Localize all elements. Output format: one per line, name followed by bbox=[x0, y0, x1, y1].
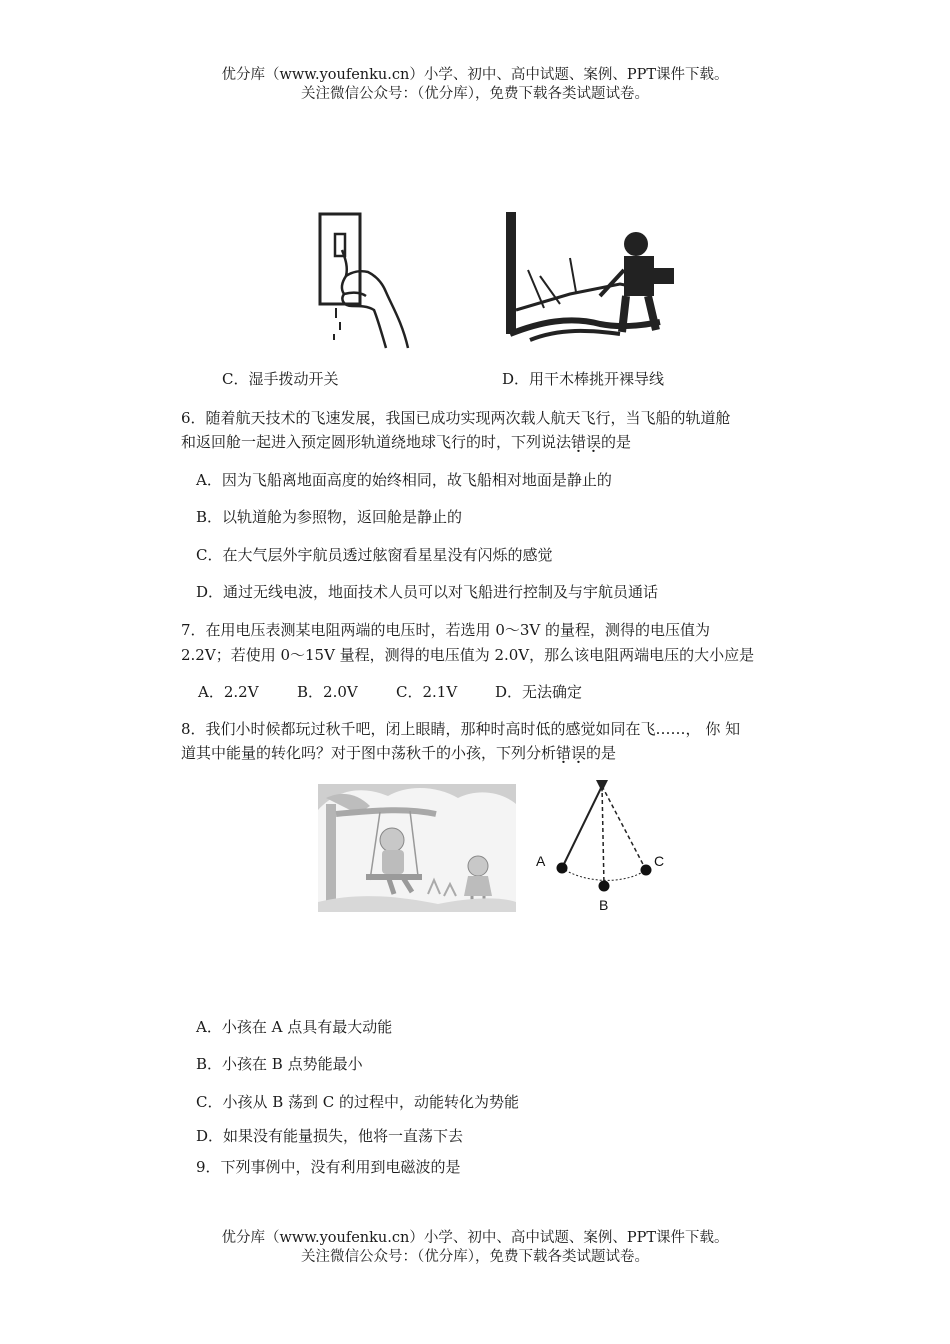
q8-option-a: A．小孩在 A 点具有最大动能 bbox=[196, 1018, 393, 1036]
q6-option-d: D．通过无线电波，地面技术人员可以对飞船进行控制及与宇航员通话 bbox=[196, 583, 659, 601]
q8-option-b: B．小孩在 B 点势能最小 bbox=[196, 1055, 363, 1073]
q6-stem-line2 bbox=[181, 431, 631, 453]
q6-emphasis-char2: 误 bbox=[586, 433, 602, 451]
q6-stem-line2-pre: 和返回舱一起进入预定圆形轨道绕地球飞行的时，下列说法 bbox=[181, 433, 572, 451]
q7-option-b: B．2.0V bbox=[297, 683, 358, 701]
q7-stem-line1: 7．在用电压表测某电阻两端的电压时，若选用 0～3V 的量程，测得的电压值为 bbox=[181, 621, 711, 639]
q6-emphasis-char1: 错 bbox=[571, 433, 587, 451]
q7-option-c: C．2.1V bbox=[396, 683, 458, 701]
page-footer-line1: 优分库（www.youfenku.cn）小学、初中、高中试题、案例、PPT课件下载。 bbox=[221, 1230, 729, 1246]
q6-option-c: C．在大气层外宇航员透过舷窗看星星没有闪烁的感觉 bbox=[196, 546, 553, 564]
q8-stem-line2 bbox=[181, 742, 616, 764]
q7-stem-line2: 2.2V；若使用 0～15V 量程，测得的电压值为 2.0V，那么该电阻两端电压的大小应是 bbox=[181, 646, 755, 664]
q8-option-c: C．小孩从 B 荡到 C 的过程中，动能转化为势能 bbox=[196, 1093, 520, 1111]
q7-option-d: D．无法确定 bbox=[495, 683, 583, 701]
pendulum-diagram bbox=[532, 778, 670, 916]
pendulum-string-c bbox=[602, 786, 646, 870]
q8-option-d: D．如果没有能量损失，他将一直荡下去 bbox=[196, 1127, 464, 1145]
pendulum-bob-a bbox=[557, 863, 568, 874]
pendulum-string-a bbox=[562, 786, 602, 868]
wooden-stick-wire-illustration bbox=[500, 210, 688, 352]
pendulum-string-b bbox=[602, 786, 604, 886]
q5-option-d: D．用干木棒挑开裸导线 bbox=[502, 370, 665, 388]
pendulum-bob-b bbox=[599, 881, 610, 892]
q8-emphasis-char1: 错 bbox=[556, 744, 572, 762]
q7-option-a: A．2.2V bbox=[198, 683, 259, 701]
pendulum-label-c: C bbox=[654, 853, 665, 869]
q6-stem-line2-post: 的是 bbox=[601, 433, 632, 451]
q6-option-a: A．因为飞船离地面高度的始终相同，故飞船相对地面是静止的 bbox=[196, 471, 612, 489]
swing-children-illustration bbox=[318, 784, 516, 912]
page-header-line2: 关注微信公众号：（优分库），免费下载各类试题试卷。 bbox=[301, 86, 649, 102]
q5-option-c: C．湿手拨动开关 bbox=[222, 370, 339, 388]
q8-emphasis-char2: 误 bbox=[571, 744, 587, 762]
pendulum-label-b: B bbox=[599, 897, 609, 913]
page-header-line1: 优分库（www.youfenku.cn）小学、初中、高中试题、案例、PPT课件下载。 bbox=[221, 67, 729, 83]
page-footer-line2: 关注微信公众号：（优分库），免费下载各类试题试卷。 bbox=[301, 1249, 649, 1265]
q6-stem-line1: 6．随着航天技术的飞速发展，我国已成功实现两次载人航天飞行，当飞船的轨道舱 bbox=[181, 409, 731, 427]
q8-stem-line2-pre: 道其中能量的转化吗？对于图中荡秋千的小孩，下列分析 bbox=[181, 744, 557, 762]
q6-option-b: B．以轨道舱为参照物，返回舱是静止的 bbox=[196, 508, 463, 526]
q8-stem-line1: 8．我们小时候都玩过秋千吧，闭上眼睛，那种时高时低的感觉如同在飞……， 你 知 bbox=[181, 720, 741, 738]
q8-stem-line2-post: 的是 bbox=[586, 744, 617, 762]
q9-stem-line1: 9．下列事例中，没有利用到电磁波的是 bbox=[196, 1158, 461, 1176]
wet-hand-switch-illustration bbox=[316, 210, 412, 352]
pendulum-label-a: A bbox=[536, 853, 546, 869]
pendulum-bob-c bbox=[641, 865, 652, 876]
